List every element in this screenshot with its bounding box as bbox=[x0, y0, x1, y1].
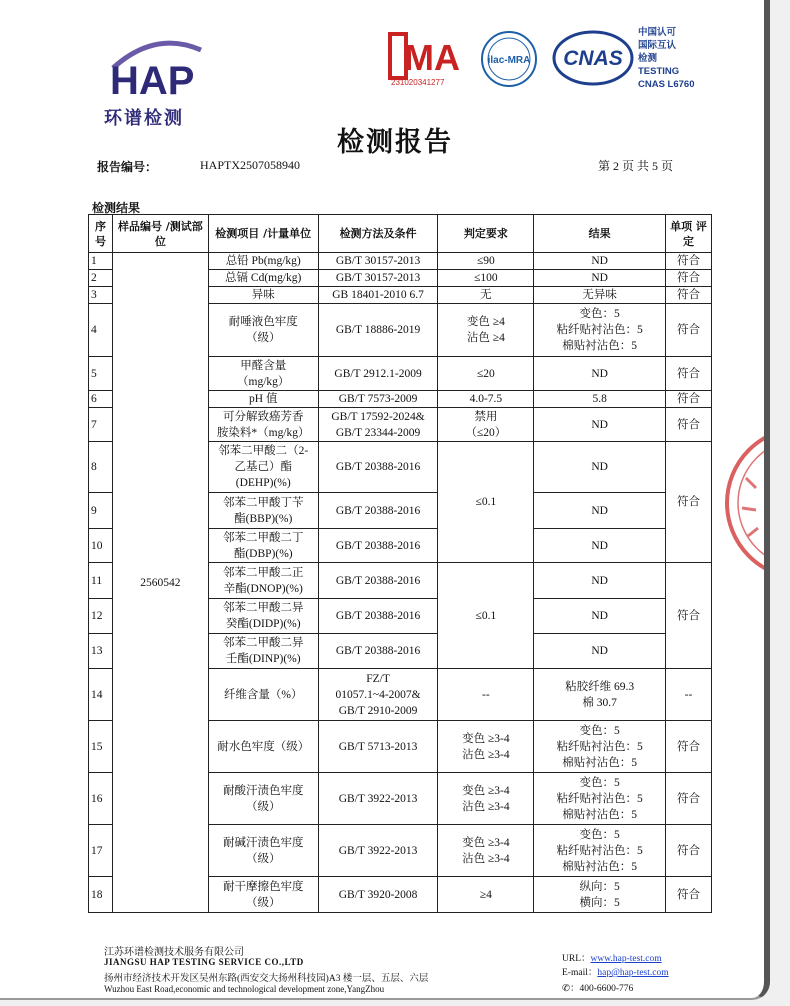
row-result: ND bbox=[534, 442, 666, 493]
footer-url bbox=[562, 950, 662, 964]
column-header: 单项 评定 bbox=[666, 215, 712, 253]
row-item: 耐水色牢度（级） bbox=[208, 721, 318, 773]
row-seq: 15 bbox=[89, 721, 113, 773]
group-evaluation: 符合 bbox=[666, 563, 712, 669]
row-method: GB/T 3922-2013 bbox=[318, 825, 438, 877]
row-result: 无异味 bbox=[534, 287, 666, 304]
row-item: 邻苯二甲酸二异 癸酯(DIDP)(%) bbox=[208, 599, 318, 634]
row-item: 总铅 Pb(mg/kg) bbox=[208, 253, 318, 270]
row-evaluation: -- bbox=[666, 669, 712, 721]
row-method: GB/T 2912.1-2009 bbox=[318, 357, 438, 391]
row-result: ND bbox=[534, 253, 666, 270]
row-seq: 8 bbox=[89, 442, 113, 493]
row-result: 变色：5 粘纤贴衬沾色：5 棉贴衬沾色：5 bbox=[534, 773, 666, 825]
row-result: 变色：5 粘纤贴衬沾色：5 棉贴衬沾色：5 bbox=[534, 304, 666, 357]
row-item: 邻苯二甲酸二异 壬酯(DINP)(%) bbox=[208, 634, 318, 669]
row-evaluation: 符合 bbox=[666, 408, 712, 442]
row-result: 5.8 bbox=[534, 391, 666, 408]
row-item: 邻苯二甲酸二（2- 乙基己）酯 (DEHP)(%) bbox=[208, 442, 318, 493]
row-item: 可分解致癌芳香 胺染料*（mg/kg） bbox=[208, 408, 318, 442]
row-method: GB/T 20388-2016 bbox=[318, 599, 438, 634]
row-method: GB/T 20388-2016 bbox=[318, 563, 438, 599]
results-heading: 检测结果 bbox=[92, 201, 141, 215]
row-method: GB/T 20388-2016 bbox=[318, 493, 438, 529]
row-method: GB/T 7573-2009 bbox=[318, 391, 438, 408]
row-result: ND bbox=[534, 563, 666, 599]
report-title: 检测报告 bbox=[337, 127, 453, 158]
row-method: GB/T 18886-2019 bbox=[318, 304, 438, 357]
row-seq: 13 bbox=[89, 634, 113, 669]
row-requirement: 变色 ≥3-4 沾色 ≥3-4 bbox=[438, 773, 534, 825]
row-seq: 2 bbox=[89, 270, 113, 287]
group-requirement: ≤0.1 bbox=[438, 442, 534, 563]
ilac-label: ilac-MRA bbox=[487, 55, 531, 66]
row-seq: 5 bbox=[89, 357, 113, 391]
row-requirement: 变色 ≥3-4 沾色 ≥3-4 bbox=[438, 721, 534, 773]
row-requirement: ≥4 bbox=[438, 877, 534, 913]
row-method: GB/T 20388-2016 bbox=[318, 442, 438, 493]
footer-phone-number: ：400-6600-776 bbox=[569, 984, 634, 994]
column-header: 样品编号 /测试部位 bbox=[112, 215, 208, 253]
row-result: 纵向：5 横向：5 bbox=[534, 877, 666, 913]
hap-logo-icon bbox=[105, 38, 205, 98]
row-method: GB/T 30157-2013 bbox=[318, 253, 438, 270]
results-table bbox=[88, 214, 712, 913]
footer-address-cn: 扬州市经济技术开发区吴州东路(西安交大扬州科技园)A3 楼一层、五层、六层 bbox=[104, 974, 429, 984]
row-item: 邻苯二甲酸二丁 酯(DBP)(%) bbox=[208, 529, 318, 563]
row-evaluation: 符合 bbox=[666, 391, 712, 408]
row-seq: 12 bbox=[89, 599, 113, 634]
row-seq: 11 bbox=[89, 563, 113, 599]
row-result: 粘胶纤维 69.3 棉 30.7 bbox=[534, 669, 666, 721]
row-item: 耐酸汗渍色牢度 （级） bbox=[208, 773, 318, 825]
group-evaluation: 符合 bbox=[666, 442, 712, 563]
row-evaluation: 符合 bbox=[666, 357, 712, 391]
table-row bbox=[89, 253, 712, 270]
svg-text:HAP: HAP bbox=[110, 59, 195, 98]
row-item: 甲醛含量 （mg/kg） bbox=[208, 357, 318, 391]
row-seq: 16 bbox=[89, 773, 113, 825]
cma-mark-icon bbox=[384, 30, 466, 82]
column-header: 序 号 bbox=[89, 215, 113, 253]
column-header: 检测方法及条件 bbox=[318, 215, 438, 253]
column-header: 检测项目 /计量单位 bbox=[208, 215, 318, 253]
cnas-label: CNAS bbox=[563, 47, 623, 70]
row-seq: 9 bbox=[89, 493, 113, 529]
row-item: 耐唾液色牢度 （级） bbox=[208, 304, 318, 357]
group-requirement: ≤0.1 bbox=[438, 563, 534, 669]
footer-company-cn: 江苏环谱检测技术服务有限公司 bbox=[104, 947, 244, 958]
row-result: ND bbox=[534, 599, 666, 634]
row-requirement: 变色 ≥3-4 沾色 ≥3-4 bbox=[438, 825, 534, 877]
footer-email-label: E-mail： bbox=[562, 968, 598, 978]
row-requirement: -- bbox=[438, 669, 534, 721]
row-evaluation: 符合 bbox=[666, 721, 712, 773]
row-seq: 6 bbox=[89, 391, 113, 408]
row-requirement: ≤90 bbox=[438, 253, 534, 270]
row-item: 异味 bbox=[208, 287, 318, 304]
footer-company-en: JIANGSU HAP TESTING SERVICE CO.,LTD bbox=[104, 957, 304, 967]
cnas-line: TESTING bbox=[638, 66, 680, 77]
row-evaluation: 符合 bbox=[666, 287, 712, 304]
row-seq: 4 bbox=[89, 304, 113, 357]
cnas-line: 中国认可 bbox=[638, 27, 677, 38]
row-requirement: 4.0-7.5 bbox=[438, 391, 534, 408]
footer-url-label: URL： bbox=[562, 954, 591, 964]
logo-chinese-name: 环谱检测 bbox=[104, 108, 184, 129]
row-seq: 17 bbox=[89, 825, 113, 877]
sample-number: 2560542 bbox=[112, 253, 208, 913]
row-method: GB/T 17592-2024& GB/T 23344-2009 bbox=[318, 408, 438, 442]
row-item: 耐碱汗渍色牢度 （级） bbox=[208, 825, 318, 877]
row-result: ND bbox=[534, 408, 666, 442]
cma-number: 231020341277 bbox=[391, 78, 445, 87]
row-seq: 7 bbox=[89, 408, 113, 442]
row-seq: 1 bbox=[89, 253, 113, 270]
footer-phone bbox=[562, 980, 633, 994]
table-header-row bbox=[89, 215, 712, 253]
cnas-line: 检测 bbox=[638, 53, 658, 64]
row-requirement: 禁用 （≤20） bbox=[438, 408, 534, 442]
row-method: GB/T 3920-2008 bbox=[318, 877, 438, 913]
row-evaluation: 符合 bbox=[666, 304, 712, 357]
row-result: ND bbox=[534, 270, 666, 287]
row-item: 邻苯二甲酸二正 辛酯(DNOP)(%) bbox=[208, 563, 318, 599]
row-method: GB 18401-2010 6.7 bbox=[318, 287, 438, 304]
row-result: 变色：5 粘纤贴衬沾色：5 棉贴衬沾色：5 bbox=[534, 825, 666, 877]
column-header: 判定要求 bbox=[438, 215, 534, 253]
cma-label: MA bbox=[404, 37, 460, 78]
row-evaluation: 符合 bbox=[666, 773, 712, 825]
page-indicator: 第 2 页 共 5 页 bbox=[598, 159, 674, 173]
row-requirement: 无 bbox=[438, 287, 534, 304]
row-result: 变色：5 粘纤贴衬沾色：5 棉贴衬沾色：5 bbox=[534, 721, 666, 773]
footer-email bbox=[562, 964, 669, 978]
cnas-mark-icon bbox=[552, 30, 634, 86]
ilac-mra-icon bbox=[480, 30, 538, 88]
cnas-line: CNAS L6760 bbox=[638, 79, 695, 90]
report-number-label: 报告编号： bbox=[97, 160, 158, 174]
row-seq: 18 bbox=[89, 877, 113, 913]
row-item: 邻苯二甲酸丁苄 酯(BBP)(%) bbox=[208, 493, 318, 529]
row-item: 耐干摩擦色牢度 （级） bbox=[208, 877, 318, 913]
row-item: 总镉 Cd(mg/kg) bbox=[208, 270, 318, 287]
row-result: ND bbox=[534, 634, 666, 669]
row-seq: 14 bbox=[89, 669, 113, 721]
row-item: 纤维含量（%） bbox=[208, 669, 318, 721]
cnas-line: 国际互认 bbox=[638, 40, 677, 51]
row-requirement: 变色 ≥4 沾色 ≥4 bbox=[438, 304, 534, 357]
row-result: ND bbox=[534, 357, 666, 391]
row-method: GB/T 3922-2013 bbox=[318, 773, 438, 825]
phone-icon: ✆ bbox=[562, 984, 570, 994]
footer-address-en: Wuzhou East Road,economic and technological development zone,YangZhou bbox=[104, 984, 385, 994]
row-seq: 3 bbox=[89, 287, 113, 304]
row-requirement: ≤100 bbox=[438, 270, 534, 287]
row-evaluation: 符合 bbox=[666, 270, 712, 287]
row-method: GB/T 30157-2013 bbox=[318, 270, 438, 287]
row-item: pH 值 bbox=[208, 391, 318, 408]
row-method: GB/T 5713-2013 bbox=[318, 721, 438, 773]
cnas-accreditation-text bbox=[638, 26, 695, 91]
row-result: ND bbox=[534, 493, 666, 529]
row-evaluation: 符合 bbox=[666, 877, 712, 913]
report-number: HAPTX2507058940 bbox=[200, 158, 301, 172]
row-method: FZ/T 01057.1~4-2007& GB/T 2910-2009 bbox=[318, 669, 438, 721]
row-method: GB/T 20388-2016 bbox=[318, 529, 438, 563]
row-requirement: ≤20 bbox=[438, 357, 534, 391]
row-seq: 10 bbox=[89, 529, 113, 563]
seal-stamp-icon bbox=[722, 418, 770, 588]
footer-email-link[interactable]: hap@hap-test.com bbox=[597, 968, 669, 978]
row-evaluation: 符合 bbox=[666, 253, 712, 270]
row-method: GB/T 20388-2016 bbox=[318, 634, 438, 669]
row-evaluation: 符合 bbox=[666, 825, 712, 877]
column-header: 结果 bbox=[534, 215, 666, 253]
row-result: ND bbox=[534, 529, 666, 563]
footer-url-link[interactable]: www.hap-test.com bbox=[590, 954, 662, 964]
